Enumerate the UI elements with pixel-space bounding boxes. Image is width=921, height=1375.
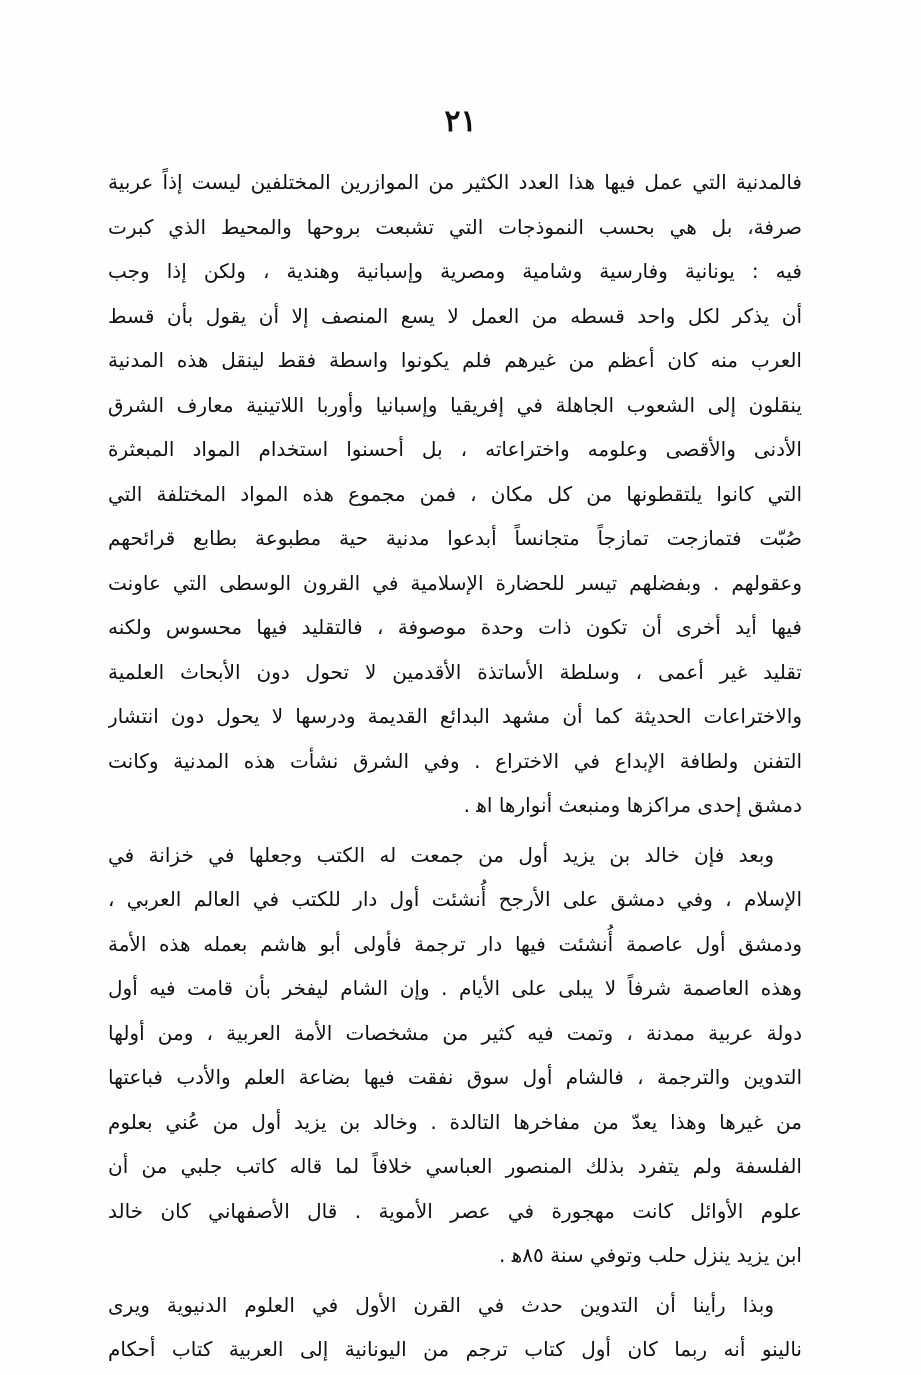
text-line: دمشق إحدى مراكزها ومنبعث أنوارها اﻫ . <box>463 793 802 817</box>
text-line: من غيرها وهذا يعدّ من مفاخرها التالدة . وخالد بن يزيد أول من عُني بعلوم <box>108 1109 802 1134</box>
text-line: دولة عربية ممدنة ، وتمت فيه كثير من مشخصات الأمة العربية ، ومن أولها <box>108 1020 802 1045</box>
text-line: وبعد فإن خالد بن يزيد أول من جمعت له الكتب وجعلها في خزانة في <box>108 842 774 867</box>
paragraph <box>108 1283 802 1372</box>
page-number: ٢١ <box>444 104 477 139</box>
text-line: نالينو أنه ربما كان أول كتاب ترجم من اليونانية إلى العربية كتاب أحكام <box>108 1337 802 1361</box>
text-line: العرب منه كان أعظم من غيرهم فلم يكونوا واسطة فقط لينقل هذه المدنية <box>108 348 802 372</box>
text-line: وهذه العاصمة شرفاً لا يبلى على الأيام . وإن الشام ليفخر بأن قامت فيه أول <box>108 976 802 1000</box>
text-line: وعقولهم . وبفضلهم تيسر للحضارة الإسلامية في القرون الوسطى التي عاونت <box>108 570 802 595</box>
text-line: التفنن ولطافة الإبداع في الاختراع . وفي الشرق نشأت هذه المدنية وكانت <box>108 748 802 773</box>
paragraph <box>108 160 802 828</box>
text-line: الإسلام ، وفي دمشق على الأرجح أُنشئت أول دار للكتب في العالم العربي ، <box>108 887 802 911</box>
text-line: تقليد غير أعمى ، وسلطة الأساتذة الأقدمين لا تحول دون الأبحاث العلمية <box>108 659 802 684</box>
text-line: والاختراعات الحديثة كما أن مشهد البدائع القديمة ودرسها لا يحول دون انتشار <box>108 704 802 728</box>
text-line: الأدنى والأقصى وعلومه واختراعاته ، بل أحسنوا استخدام المواد المبعثرة <box>108 437 802 461</box>
text-line: ينقلون إلى الشعوب الجاهلة في إفريقيا وإسبانيا وأوربا اللاتينية معارف الشرق <box>108 392 802 417</box>
text-line: صرفة، بل هي بحسب النموذجات التي تشبعت بروحها والمحيط الذي كبرت <box>108 214 802 239</box>
text-line: علوم الأوائل كانت مهجورة في عصر الأموية . قال الأصفهاني كان خالد <box>108 1198 802 1223</box>
text-line: ابن يزيد ينزل حلب وتوفي سنة ٨٥ﻫ . <box>498 1243 802 1267</box>
text-line: فيها أيد أخرى أن تكون ذات وحدة موصوفة ، فالتقليد فيها محسوس ولكنه <box>108 615 802 639</box>
page-body-text <box>108 160 802 1372</box>
text-line: فالمدنية التي عمل فيها هذا العدد الكثير من الموازرين المختلفين ليست إذاً عربية <box>108 170 802 194</box>
text-line: التي كانوا يلتقطونها من كل مكان ، فمن مجموع هذه المواد المختلفة التي <box>108 481 802 506</box>
text-line: ودمشق أول عاصمة أُنشئت فيها دار ترجمة فأولى أبو هاشم بعمله هذه الأمة <box>108 931 802 956</box>
text-line: صُبّت فتمازجت تمازجاً متجانساً أبدعوا مدنية حية مطبوعة بطابع قرائحهم <box>108 526 802 550</box>
text-line: فيه : يونانية وفارسية وشامية ومصرية وإسبانية وهندية ، ولكن إذا وجب <box>108 259 802 283</box>
text-line: التدوين والترجمة ، فالشام أول سوق نفقت فيها بضاعة العلم والأدب فباعتها <box>108 1065 802 1089</box>
paragraph <box>108 833 802 1278</box>
text-line: الفلسفة ولم يتفرد بذلك المنصور العباسي خلافاً لما قاله كاتب جلبي من أن <box>108 1154 802 1178</box>
text-line: وبذا رأينا أن التدوين حدث في القرن الأول في العلوم الدنيوية ويرى <box>108 1292 774 1317</box>
text-line: أن يذكر لكل واحد قسطه من العمل لا يسع المنصف إلا أن يقول بأن قسط <box>108 303 802 328</box>
